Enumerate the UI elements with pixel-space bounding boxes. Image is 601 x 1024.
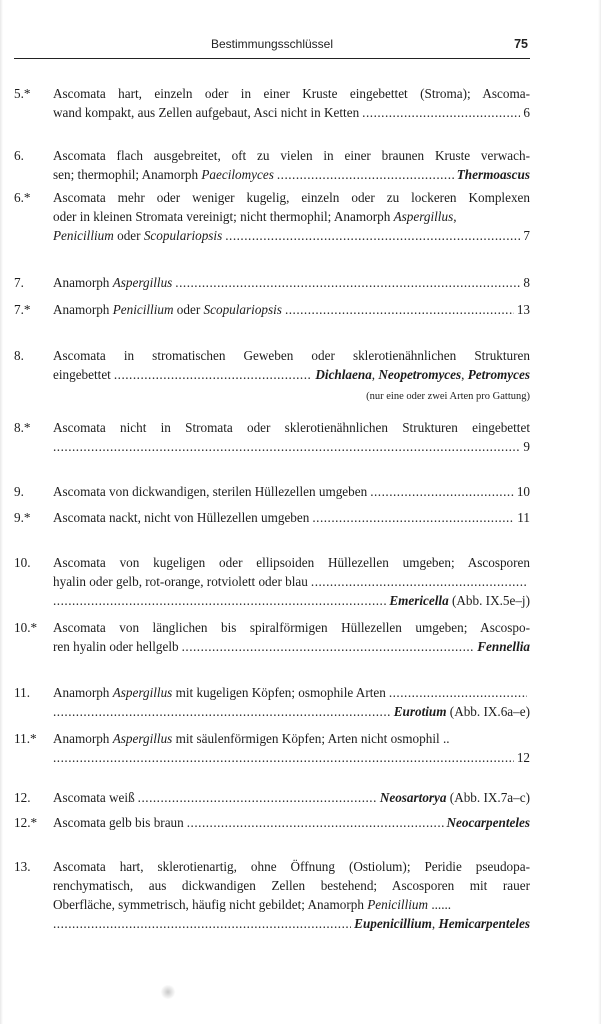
entry-number: 6.* (14, 190, 31, 205)
entry-line: Ascomata in stromatischen Geweben oder sklerotienähnlichen Strukturen (53, 348, 530, 363)
entry-line: renchymatisch, aus dickwandigen Zellen bestehend; Ascosporen mit rauer (53, 878, 530, 893)
entry-text: Ascomata gelb bis braun (53, 815, 184, 830)
key-entry-12a (14, 788, 530, 807)
leader-dots (187, 813, 444, 832)
key-entry-5b (14, 84, 530, 122)
leader-dots (311, 572, 527, 591)
entry-number: 6. (14, 148, 24, 163)
entry-number: 8.* (14, 420, 31, 435)
leader-dots (225, 226, 520, 245)
key-entry-13a (14, 857, 530, 933)
entry-line (53, 748, 530, 767)
leader-dots (389, 683, 527, 702)
leader-dots (138, 788, 377, 807)
leader-dots (175, 273, 520, 292)
genus-result: Eurotium (393, 704, 447, 719)
goto-couplet[interactable]: 7 (523, 228, 530, 243)
entry-number: 8. (14, 348, 24, 363)
figure-reference[interactable]: (Abb. IX.5e–j) (448, 593, 530, 608)
entry-line (53, 508, 530, 527)
leader-dots (362, 103, 520, 122)
entry-number: 10. (14, 555, 31, 570)
key-entry-11a (14, 683, 530, 721)
entry-text-part: oder in kleinen Stromata vereinigt; nicht thermophil; Anamorph (53, 209, 394, 224)
leader-dots (53, 748, 514, 767)
entry-line (53, 591, 530, 610)
entry-line (53, 273, 530, 292)
entry-line (53, 300, 530, 319)
key-entry-12b (14, 813, 530, 832)
genus-result: Thermoascus (456, 167, 530, 182)
entry-line (53, 729, 530, 748)
running-title: Bestimmungsschlüssel (210, 37, 334, 51)
entry-text: Ascomata weiß (53, 790, 135, 805)
entry-line: Ascomata hart, sklerotienartig, ohne Öffnung (Ostiolum); Peridie pseudopa- (53, 859, 530, 874)
leader-dots (53, 702, 391, 721)
leader-dots (114, 365, 313, 384)
entry-line (53, 813, 530, 832)
entry-text-part: oder (173, 302, 204, 317)
entry-text-part: Anamorph (53, 275, 113, 290)
entry-line (53, 637, 530, 656)
entry-text (53, 165, 274, 184)
entry-text: Ascomata nackt, nicht von Hüllezellen umgeben (53, 510, 310, 525)
key-entry-10a (14, 553, 530, 610)
genus-result: Fennellia (477, 639, 530, 654)
entry-text (53, 683, 386, 702)
footnote-note: (nur eine oder zwei Arten pro Gattung) (366, 391, 530, 402)
entry-line: Ascomata nicht in Stromata oder sklerotienähnlichen Strukturen eingebettet (53, 420, 530, 435)
leader-dots (182, 637, 475, 656)
entry-line: Ascomata mehr oder weniger kugelig, einzeln oder zu lockeren Komplexen (53, 190, 530, 205)
entry-text: wand kompakt, aus Zellen aufgebaut, Asci nicht in Ketten (53, 105, 360, 120)
entry-line (53, 437, 530, 456)
leader-dots: .. (442, 731, 450, 746)
genus-result-with-ref (394, 702, 530, 721)
entry-line (53, 103, 530, 122)
taxon-name: Paecilomyces (201, 167, 274, 182)
key-entry-10b (14, 618, 530, 656)
genus-result-with-ref (380, 788, 530, 807)
entry-line: Ascomata von länglichen bis spiralförmigen Hüllezellen umgeben; Ascospo- (53, 620, 530, 635)
taxon-name: Penicillium (112, 302, 174, 317)
key-entry-7b (14, 300, 530, 319)
entry-line (53, 365, 530, 384)
taxon-name: Aspergillus (393, 209, 454, 224)
entry-text-part: mit kugeligen Köpfen; osmophile Arten (172, 685, 386, 700)
taxon-name: Aspergillus (112, 685, 173, 700)
entry-text-part: , (453, 209, 457, 224)
leader-dots (53, 914, 351, 933)
entry-text-part: Anamorph (53, 302, 113, 317)
key-entry-9b (14, 508, 530, 527)
entry-line (53, 226, 530, 245)
entry-text-part: sen; thermophil; Anamorph (53, 167, 202, 182)
figure-reference[interactable]: (Abb. IX.7a–c) (446, 790, 530, 805)
entry-number: 7. (14, 275, 24, 290)
leader-dots (370, 482, 514, 501)
entry-line (53, 482, 530, 501)
taxon-name: Scopulariopsis (143, 228, 223, 243)
genus-result: Petromyces (467, 367, 530, 382)
entry-line (53, 895, 530, 914)
goto-couplet[interactable]: 8 (523, 275, 530, 290)
leader-dots (53, 437, 520, 456)
goto-couplet[interactable]: 13 (516, 302, 530, 317)
entry-line: Ascomata flach ausgebreitet, oft zu vielen in einer braunen Kruste verwach- (53, 148, 530, 163)
goto-couplet[interactable]: 12 (516, 750, 530, 765)
entry-text (53, 300, 282, 319)
entry-number: 9. (14, 484, 24, 499)
entry-line (53, 788, 530, 807)
key-entry-6a (14, 146, 530, 184)
entry-number: 9.* (14, 510, 31, 525)
entry-number: 5.* (14, 86, 31, 101)
key-entry-8b (14, 418, 530, 456)
leader-dots (312, 508, 514, 527)
entry-text (53, 273, 172, 292)
key-entry-11b (14, 729, 530, 767)
taxon-name: Aspergillus (112, 731, 173, 746)
taxon-name: Penicillium (367, 897, 429, 912)
entry-line (53, 702, 530, 721)
entry-number: 11. (14, 685, 30, 700)
entry-text (53, 226, 222, 245)
entry-line: Ascomata von kugeligen oder ellipsoiden Hüllezellen umgeben; Ascosporen (53, 555, 530, 570)
entry-text-part: mit säulenförmigen Köpfen; Arten nicht osmophil (172, 731, 440, 746)
goto-couplet[interactable]: 6 (523, 105, 530, 120)
key-entry-9a (14, 482, 530, 501)
genus-result: Neopetromyces (378, 367, 462, 382)
page-number: 75 (514, 37, 528, 51)
entry-text: ren hyalin oder hellgelb (53, 639, 179, 654)
entry-text: Ascomata von dickwandigen, sterilen Hüllezellen umgeben (53, 484, 368, 499)
entry-number: 13. (14, 859, 31, 874)
leader-dots: ...... (431, 897, 452, 912)
genus-result: Emericella (389, 593, 449, 608)
genus-results (315, 365, 530, 384)
entry-line (53, 572, 530, 591)
entry-text-part: oder (113, 228, 144, 243)
genus-result: Eupenicillium (354, 916, 432, 931)
entry-line (53, 914, 530, 933)
taxon-name: Penicillium (53, 228, 114, 243)
genus-result: Dichlaena (315, 367, 372, 382)
goto-couplet[interactable]: 11 (517, 510, 530, 525)
entry-line (53, 683, 530, 702)
leader-dots (285, 300, 514, 319)
goto-couplet[interactable]: 9 (523, 439, 530, 454)
entry-line: Ascomata hart, einzeln oder in einer Kruste eingebettet (Stroma); Ascoma- (53, 86, 530, 101)
leader-dots (277, 165, 454, 184)
header-rule (14, 58, 530, 59)
leader-dots (53, 591, 386, 610)
taxon-name: Scopulariopsis (203, 302, 282, 317)
entry-text-part: Anamorph (53, 685, 113, 700)
running-header (14, 37, 530, 55)
genus-result: Neosartorya (379, 790, 447, 805)
key-entry-7a (14, 273, 530, 292)
taxon-name: Aspergillus (112, 275, 173, 290)
genus-result-with-ref (389, 591, 530, 610)
scan-artifact (160, 985, 176, 999)
entry-number: 7.* (14, 302, 31, 317)
figure-reference[interactable]: (Abb. IX.6a–e) (446, 704, 530, 719)
genus-results (354, 914, 530, 933)
entry-line (53, 165, 530, 184)
entry-number: 12.* (14, 815, 38, 830)
goto-couplet[interactable]: 10 (516, 484, 530, 499)
entry-number: 12. (14, 790, 31, 805)
entry-text: hyalin oder gelb, rot-orange, rotviolett oder blau (53, 574, 308, 589)
entry-text-part: Oberfläche, symmetrisch, häufig nicht gebildet; Anamorph (53, 897, 368, 912)
key-entry-8a (14, 346, 530, 384)
separator: , (431, 916, 439, 931)
genus-result: Hemicarpenteles (438, 916, 530, 931)
page-edge-left (0, 0, 3, 1024)
separator: , (371, 367, 379, 382)
entry-text: eingebettet (53, 367, 111, 382)
entry-number: 11.* (14, 731, 37, 746)
genus-result: Neocarpenteles (446, 815, 530, 830)
separator: , (461, 367, 468, 382)
entry-line (53, 207, 530, 226)
entry-text-part: Anamorph (53, 731, 113, 746)
key-entry-6b (14, 188, 530, 245)
entry-number: 10.* (14, 620, 38, 635)
